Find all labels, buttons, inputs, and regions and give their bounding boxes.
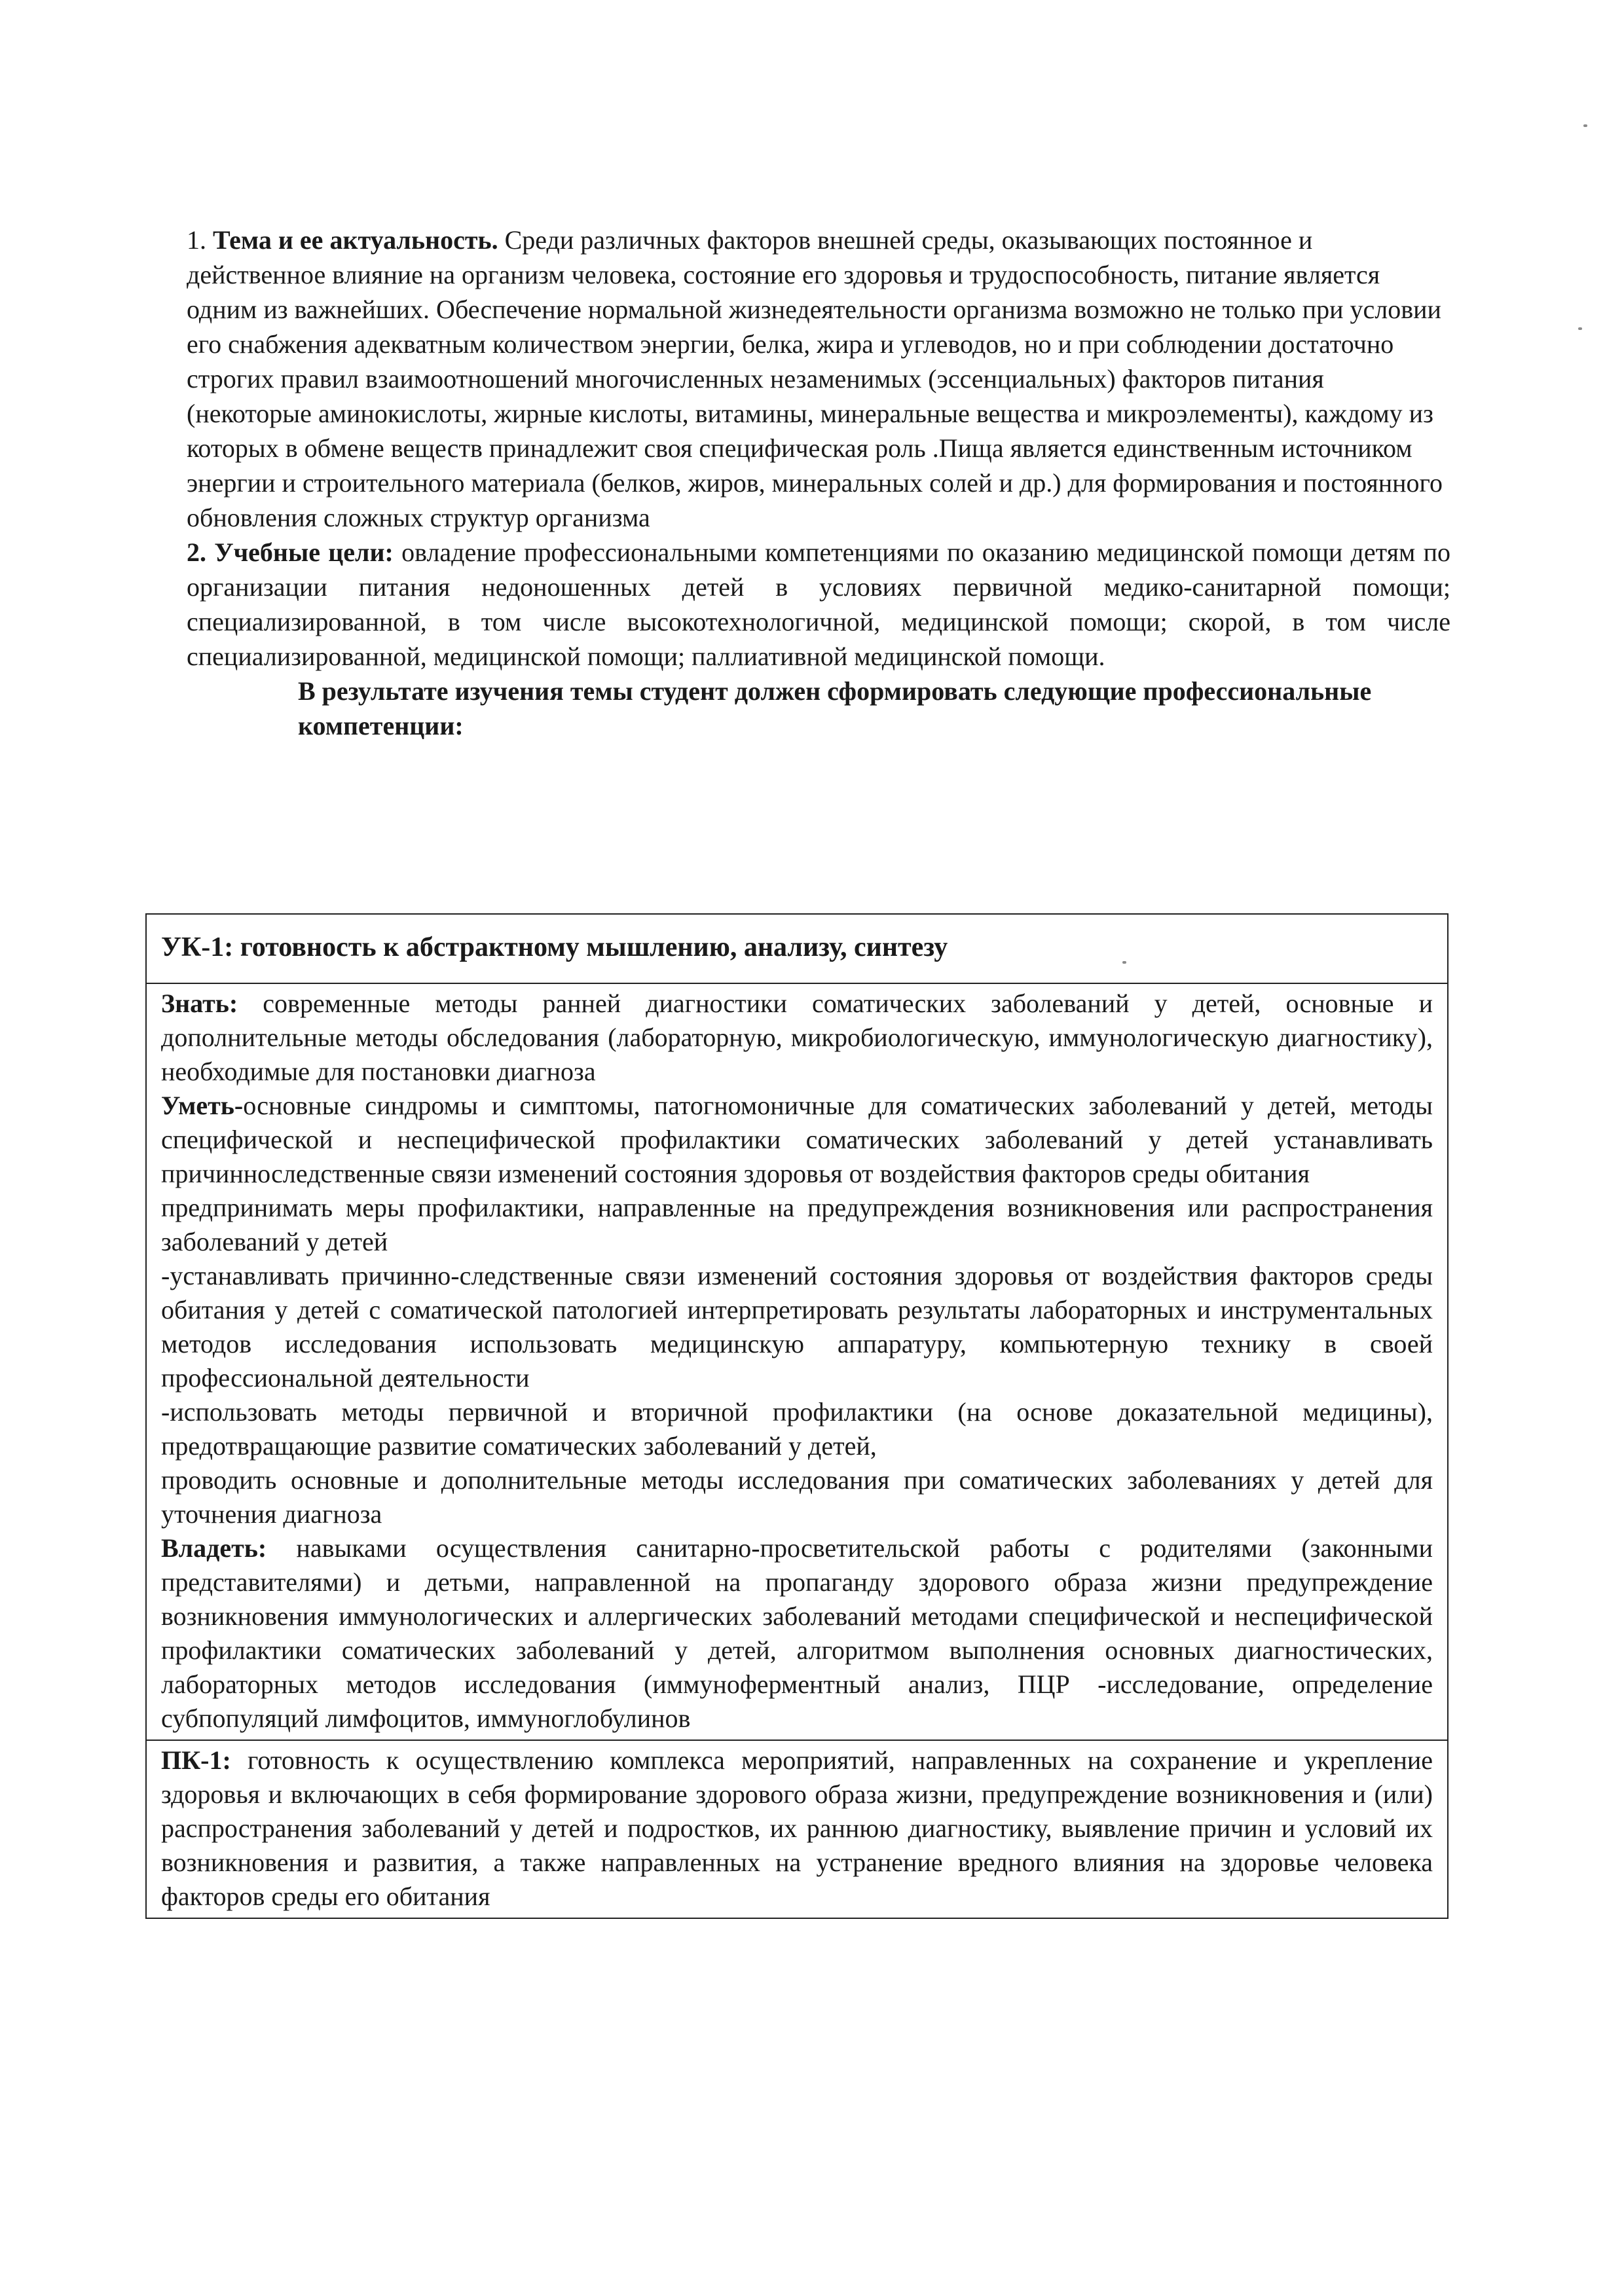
competency-table: [145, 913, 1449, 1919]
can-text: основные синдромы и симптомы, патогномоничные для соматических заболеваний у детей, методы специфической и неспецифической профилактики соматических заболеваний у детей устанавливать причинноследственные связи изменений состояния здоровья от воздействия факторов среды обитания: [161, 1091, 1433, 1188]
can-label: Уметь-: [161, 1091, 244, 1120]
can-block: [161, 1089, 1433, 1191]
section-2-paragraph: [187, 535, 1450, 674]
uk1-content-cell: [146, 983, 1448, 1740]
can-item: -устанавливать причинно-следственные связи изменений состояния здоровья от воздействия факторов среды обитания у детей с соматической патологией интерпретировать результаты лабораторных и инструментальных методов исследования использовать медицинскую аппаратуру, компьютерную технику в своей профессиональной деятельности: [161, 1261, 1433, 1393]
can-item: -использовать методы первичной и вторичной профилактики (на основе доказательной медицины), предотвращающие развитие соматических заболеваний у детей,: [161, 1397, 1433, 1461]
pk1-cell: [146, 1740, 1448, 1918]
own-text: навыками осуществления санитарно-просветительской работы с родителями (законными представителями) и детьми, направленной на пропаганду здорового образа жизни предупреждение возникновения иммунологических и аллергических заболеваний методами специфической и неспецифической профилактики соматических заболеваний у детей, алгоритмом выполнения основных диагностических, лабораторных методов исследования (иммуноферментный анализ, ПЦР -исследование, определение субпопуляций лимфоцитов, иммуноглобулинов: [161, 1533, 1433, 1733]
section-1-heading: Тема и ее актуальность.: [213, 225, 498, 255]
can-item: проводить основные и дополнительные методы исследования при соматических заболеваниях у детей для уточнения диагноза: [161, 1465, 1433, 1529]
own-label: Владеть:: [161, 1533, 267, 1563]
section-1-number: 1.: [187, 225, 206, 255]
section-1-paragraph: [187, 223, 1450, 535]
pk1-label: ПК-1:: [161, 1745, 231, 1775]
uk1-content-row: [146, 983, 1448, 1740]
section-1-text: Среди различных факторов внешней среды, оказывающих постоянное и действенное влияние на организм человека, состояние его здоровья и трудоспособность, питание является одним из важнейших. Обеспечение нормальной жизнедеятельности организма возможно не только при условии его снабжения адекватным количеством энергии, белка, жира и углеводов, но и при соблюдении достаточно строгих правил взаимоотношений многочисленных незаменимых (эссенциальных) факторов питания (некоторые аминокислоты, жирные кислоты, витамины, минеральные вещества и микроэлементы), каждому из которых в обмене веществ принадлежит своя специфическая роль .Пища является единственным источником энергии и строительного материала (белков, жиров, минеральных солей и др.) для формирования и постоянного обновления сложных структур организма: [187, 225, 1443, 532]
intro-block: [187, 223, 1450, 743]
know-block: [161, 987, 1433, 1089]
uk1-title: УК-1: готовность к абстрактному мышлению, анализу, синтезу: [146, 914, 1448, 983]
uk1-header-row: [146, 914, 1448, 983]
know-label: Знать:: [161, 989, 238, 1018]
know-text: современные методы ранней диагностики соматических заболеваний у детей, основные и дополнительные методы обследования (лабораторную, микробиологическую, иммунологическую диагностику), необходимые для постановки диагноза: [161, 989, 1433, 1086]
scan-speck: [1578, 327, 1582, 330]
own-block: [161, 1531, 1433, 1736]
section-2-heading: 2. Учебные цели:: [187, 538, 394, 567]
section-2-text: овладение профессиональными компетенциями по оказанию медицинской помощи детям по организации питания недоношенных детей в условиях первичной медико-санитарной помощи; специализированной, в том числе высокотехнологичной, медицинской помощи; скорой, в том числе специализированной, медицинской помощи; паллиативной медицинской помощи.: [187, 538, 1451, 671]
outcome-heading: В результате изучения темы студент должен сформировать следующие профессиональные компетенции:: [298, 676, 1372, 740]
scan-speck: [1583, 124, 1587, 127]
pk1-row: [146, 1740, 1448, 1918]
pk1-text: готовность к осуществлению комплекса мероприятий, направленных на сохранение и укрепление здоровья и включающих в себя формирование здорового образа жизни, предупреждение возникновения и (или) распространения заболеваний у детей и подростков, их раннюю диагностику, выявление причин и условий их возникновения и развития, а также направленных на устранение вредного влияния на здоровье человека факторов среды его обитания: [161, 1745, 1433, 1911]
can-item: предпринимать меры профилактики, направленные на предупреждения возникновения или распространения заболеваний у детей: [161, 1193, 1433, 1256]
